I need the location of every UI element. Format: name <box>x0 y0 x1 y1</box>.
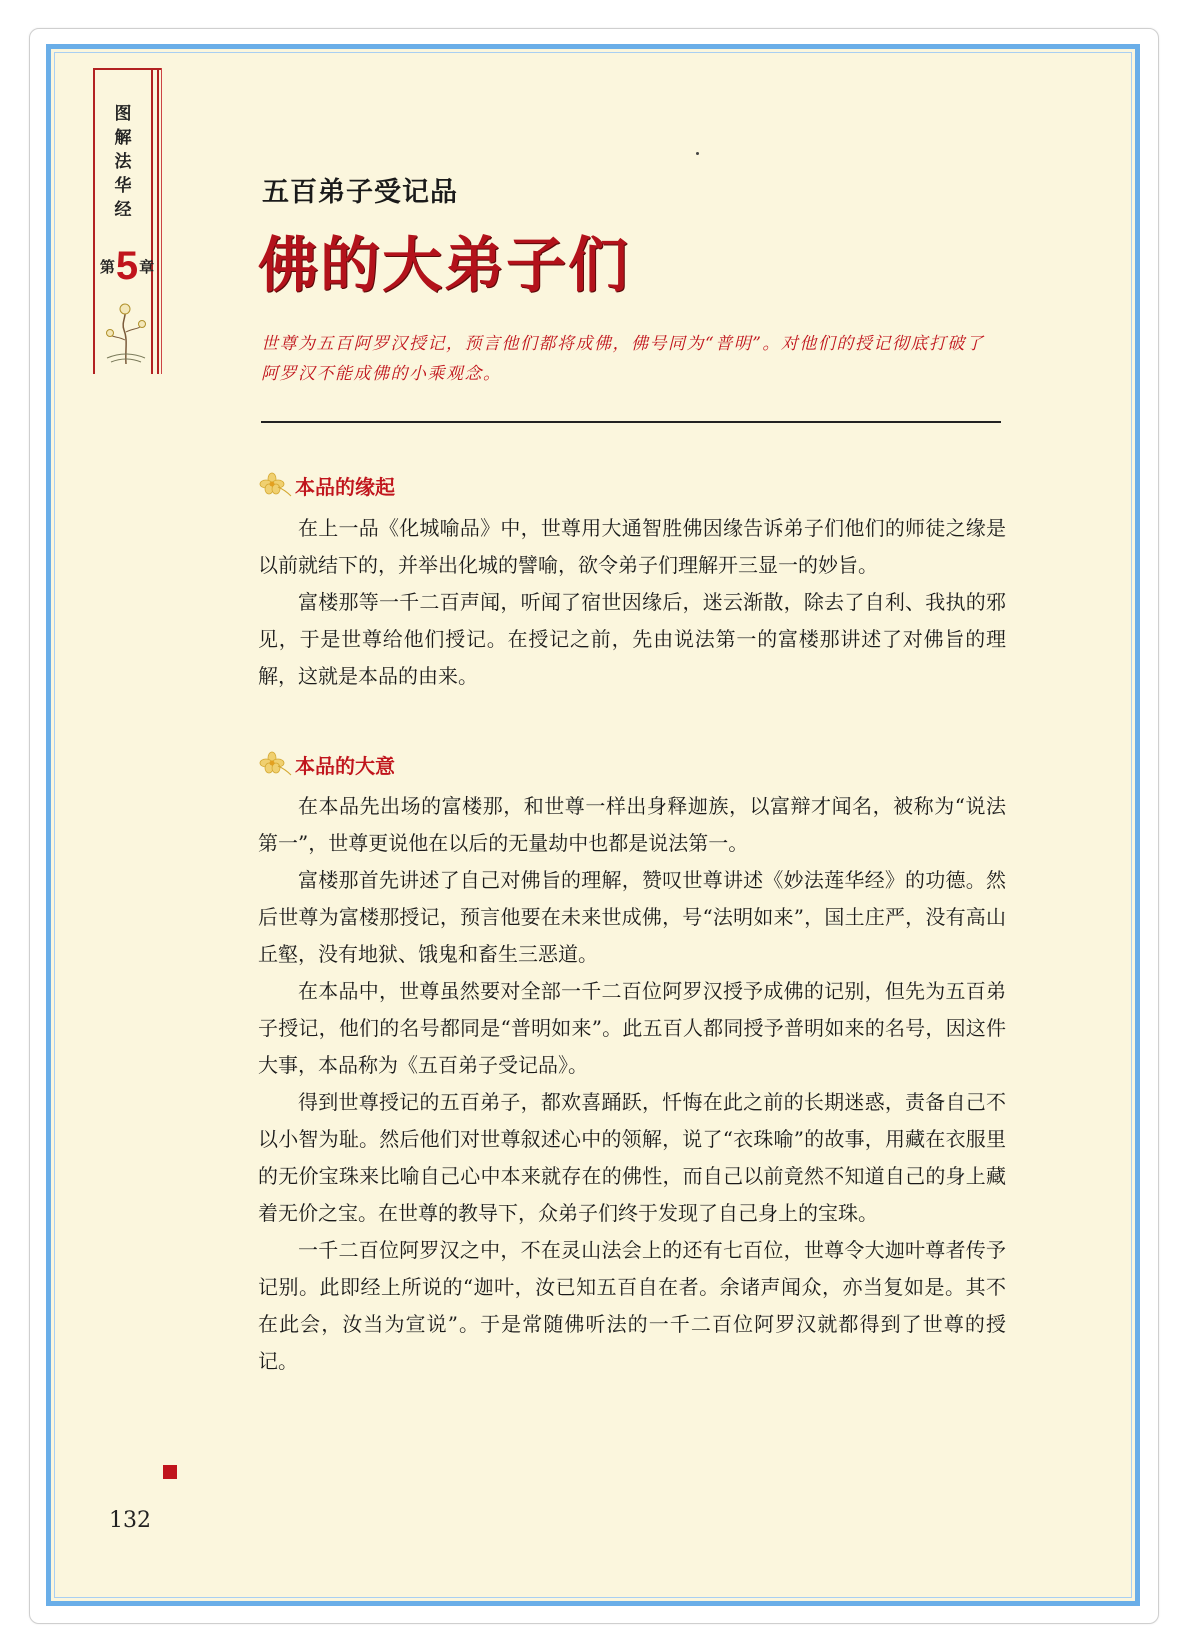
paragraph: 富楼那首先讲述了自己对佛旨的理解，赞叹世尊讲述《妙法莲华经》的功德。然后世尊为富楼那授记，预言他要在未来世成佛，号“法明如来”，国土庄严，没有高山丘壑，没有地狱、饿鬼和畜生三恶道。 <box>258 868 1006 966</box>
chapter-tab <box>93 68 163 374</box>
chapter-prefix: 第 <box>99 257 115 276</box>
section-body <box>258 788 1006 1380</box>
chapter-number: 5 <box>115 244 139 288</box>
section-body <box>258 510 1006 695</box>
section-heading <box>258 749 395 779</box>
plum-blossom-icon <box>103 300 149 366</box>
paragraph: 得到世尊授记的五百弟子，都欢喜踊跃，忏悔在此之前的长期迷惑，责备自己不以小智为耻。然后他们对世尊叙述心中的领解，说了“衣珠喻”的故事，用藏在衣服里的无价宝珠来比喻自己心中本来就存在的佛性，而自己以前竟然不知道自己的身上藏着无价之宝。在世尊的教导下，众弟子们终于发现了自己身上的宝珠。 <box>258 1090 1006 1225</box>
chapter-subtitle: 五百弟子受记品 <box>262 177 458 208</box>
page-number: 132 <box>109 1508 151 1533</box>
page-marker <box>163 1465 177 1479</box>
divider <box>261 421 1001 423</box>
paragraph: 富楼那等一千二百声闻，听闻了宿世因缘后，迷云渐散，除去了自利、我执的邪见，于是世尊给他们授记。在授记之前，先由说法第一的富楼那讲述了对佛旨的理解，这就是本品的由来。 <box>258 590 1006 688</box>
tab-border <box>151 68 153 374</box>
book-title: 图解法华经 <box>114 104 132 220</box>
chapter-intro: 世尊为五百阿罗汉授记，预言他们都将成佛，佛号同为“普明”。对他们的授记彻底打破了阿罗汉不能成佛的小乘观念。 <box>261 334 985 384</box>
paragraph: 在本品中，世尊虽然要对全部一千二百位阿罗汉授予成佛的记别，但先为五百弟子授记，他们的名号都同是“普明如来”。此五百人都同授予普明如来的名号，因这件大事，本品称为《五百弟子受记品》。 <box>258 979 1006 1077</box>
tab-border <box>157 68 159 374</box>
chapter-label <box>97 244 157 288</box>
section-heading <box>258 470 395 500</box>
section-heading-label: 本品的大意 <box>295 753 395 778</box>
chapter-title: 佛的大弟子们 <box>258 231 630 301</box>
flower-icon <box>258 472 292 498</box>
chapter-suffix: 章 <box>139 257 155 276</box>
paragraph: 在上一品《化城喻品》中，世尊用大通智胜佛因缘告诉弟子们他们的师徒之缘是以前就结下的，并举出化城的譬喻，欲令弟子们理解开三显一的妙旨。 <box>258 516 1006 577</box>
flower-icon <box>258 751 292 777</box>
tab-border <box>93 68 95 374</box>
paragraph: 在本品先出场的富楼那，和世尊一样出身释迦族，以富辩才闻名，被称为“说法第一”，世尊更说他在以后的无量劫中也都是说法第一。 <box>258 794 1006 855</box>
paragraph: 一千二百位阿罗汉之中，不在灵山法会上的还有七百位，世尊令大迦叶尊者传予记别。此即经上所说的“迦叶，汝已知五百自在者。余诸声闻众，亦当复如是。其不在此会，汝当为宣说”。于是常随佛听法的一千二百位阿罗汉就都得到了世尊的授记。 <box>258 1238 1006 1373</box>
section-heading-label: 本品的缘起 <box>295 474 395 499</box>
print-speck <box>696 152 699 155</box>
tab-border <box>161 68 162 374</box>
